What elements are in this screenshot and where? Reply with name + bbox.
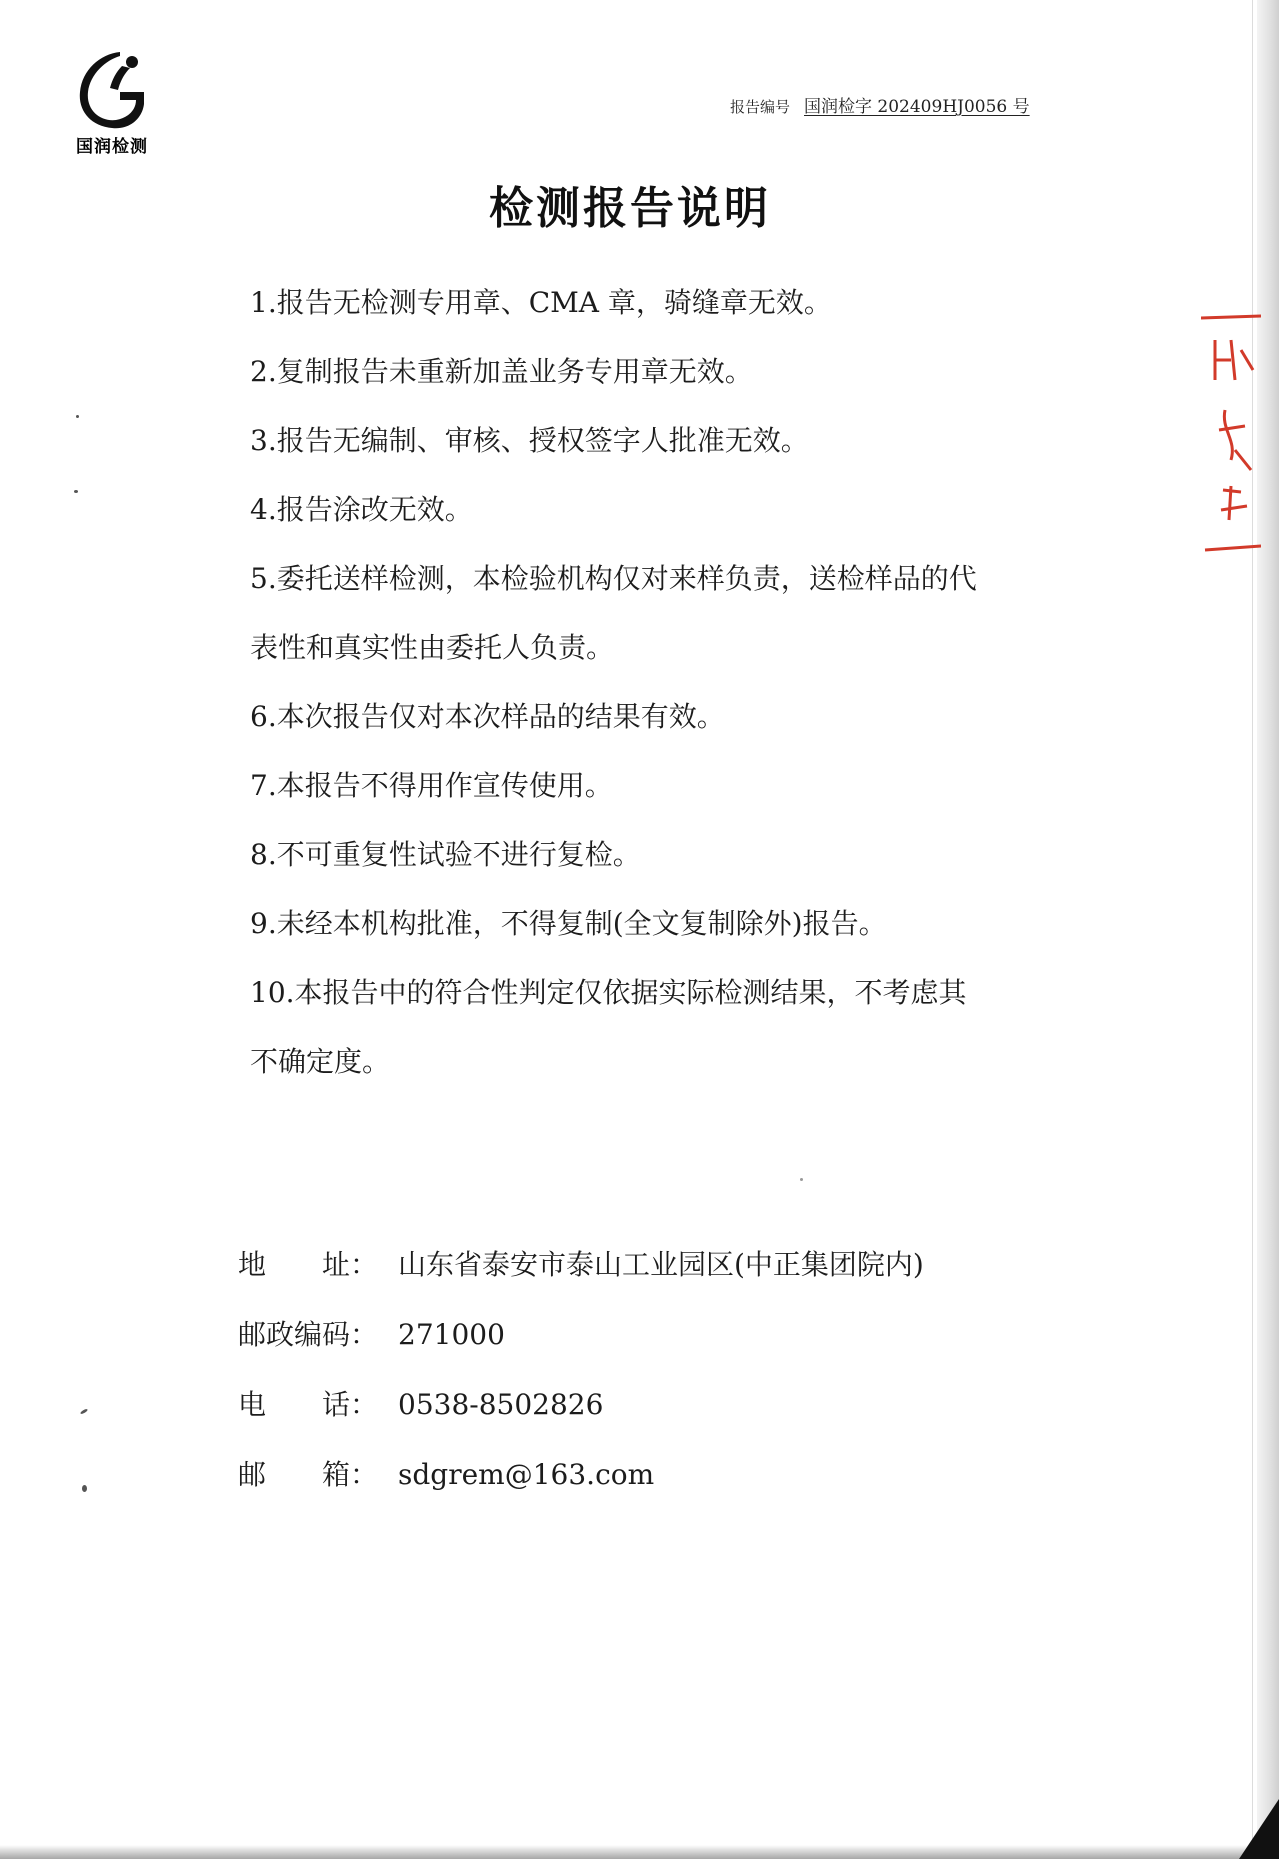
scan-speck [76,415,79,418]
postcode-row [238,1300,924,1370]
stamp-line-bottom [1205,546,1261,550]
scan-edge-shadow [1257,0,1279,1859]
phone-row [238,1370,924,1440]
logo-text: 国润检测 [76,137,148,157]
email-value: sdgrem@163.com [398,1458,655,1491]
scan-speck [80,1408,88,1415]
postcode-value: 271000 [398,1318,505,1351]
report-number [730,92,1030,117]
stamp-glyph-2 [1219,410,1251,470]
phone-value: 0538-8502826 [398,1388,604,1421]
note-line: 不确定度。 [250,1045,391,1078]
notes-list [250,268,1090,1096]
stamp-glyph-3 [1221,486,1247,520]
note-line: 5.委托送样检测，本检验机构仅对来样负责，送检样品的代 [250,562,977,595]
scan-speck [74,490,78,493]
note-line: 2.复制报告未重新加盖业务专用章无效。 [250,355,753,388]
seal-stamp-fragment [1201,310,1261,560]
scan-bottom-shadow [0,1845,1279,1859]
report-number-label: 报告编号 [730,98,791,116]
email-label: 邮 箱： [238,1458,379,1491]
stamp-glyph-1 [1215,340,1253,380]
note-line: 4.报告涂改无效。 [250,493,473,526]
report-number-value: 国润检字 202409HJ0056 号 [804,97,1030,117]
note-line: 表性和真实性由委托人负责。 [250,631,615,664]
company-logo [62,52,162,162]
phone-label: 电 话： [238,1388,379,1421]
stamp-line-top [1201,316,1261,318]
scan-speck [800,1178,803,1181]
scan-speck [82,1485,87,1492]
note-line: 10.本报告中的符合性判定仅依据实际检测结果，不考虑其 [250,976,967,1009]
address-row [238,1230,924,1300]
scan-edge-line [1252,0,1253,1859]
note-line: 1.报告无检测专用章、CMA 章，骑缝章无效。 [250,286,832,319]
note-line: 8.不可重复性试验不进行复检。 [250,838,641,871]
postcode-label: 邮政编码： [238,1318,379,1351]
page-title: 检测报告说明 [489,183,771,234]
address-value: 山东省泰安市泰山工业园区(中正集团院内) [398,1248,924,1281]
note-line: 6.本次报告仅对本次样品的结果有效。 [250,700,725,733]
note-line: 9.未经本机构批准，不得复制(全文复制除外)报告。 [250,907,887,940]
contact-info [238,1230,924,1510]
note-line: 7.本报告不得用作宣传使用。 [250,769,613,802]
email-row [238,1440,924,1510]
address-label: 地 址： [238,1248,379,1281]
logo-mark-icon [76,52,148,130]
note-line: 3.报告无编制、审核、授权签字人批准无效。 [250,424,809,457]
